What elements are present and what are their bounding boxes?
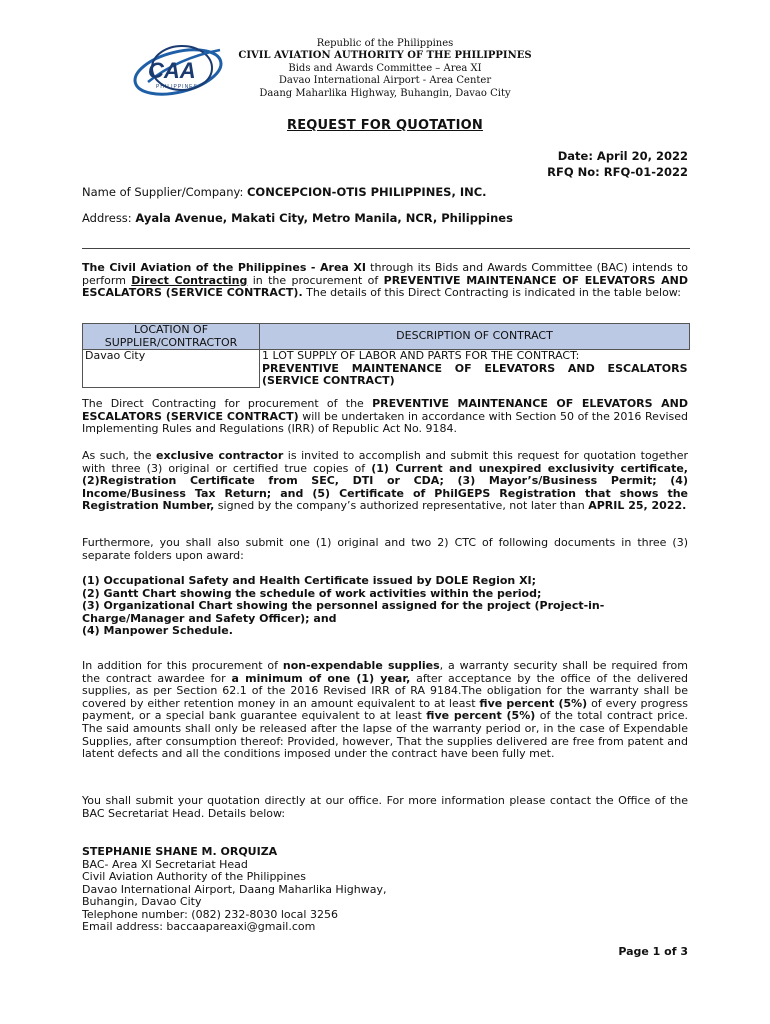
page-number: Page 1 of 3 [618,945,688,958]
list-item: (4) Manpower Schedule. [82,624,233,638]
list-item: (2) Gantt Chart showing the schedule of work activities within the period; [82,586,542,600]
logo-text: CAA [148,58,196,83]
para3-bold-2: (1) Current and unexpired exclusivity certificate, (2)Registration Certificate from SEC, DTI or CDA; (3) Mayor’s/Business Permit; (4) Income/Business Tax Return; and (5) Certificate of PhilGEPS Registration that shows the Registration Number, [82,461,688,513]
table-header-description: DESCRIPTION OF CONTRACT [260,324,690,350]
list-item: (3) Organizational Chart showing the personnel assigned for the project (Project-in-Charge/Manager and Safety Officer); and [82,599,605,625]
table-header-location: LOCATION OF SUPPLIER/CONTRACTOR [83,324,260,350]
letterhead-country: Republic of the Philippines [316,38,454,49]
submission-paragraph: You shall submit your quotation directly at our office. For more information please contact the Office of the BAC Secretariat Head. Details below: [82,794,688,820]
para5-text-4: of every progress payment, or a special bank guarantee equivalent to at least [82,696,689,723]
intro-paragraph [82,262,688,300]
table-header-row [83,324,690,350]
contact-position: BAC- Area XI Secretariat Head [82,857,248,871]
para2-bold-1: PREVENTIVE MAINTENANCE OF ELEVATORS AND ESCALATORS (SERVICE CONTRACT) [82,397,688,423]
supplier-name: CONCEPCION-OTIS PHILIPPINES, INC. [246,185,487,199]
para5-bold-4: five percent (5%) [426,709,536,723]
para5-text-3: after acceptance by the office of the delivered supplies, as per Section 62.1 of the 2016 Revised IRR of RA 9184.The obligation for the warranty shall be covered by either retention money in an amount equivalent to at least [82,671,688,710]
para3-bold-1: exclusive contractor [156,449,284,462]
letterhead-address: Daang Maharlika Highway, Buhangin, Davao City [259,87,511,99]
rfq-meta [547,148,688,180]
letterhead [0,38,770,100]
legal-basis-paragraph [82,398,688,436]
document-title: REQUEST FOR QUOTATION [286,118,483,133]
intro-text-3: The details of this Direct Contracting is indicated in the table below: [302,286,681,300]
logo-subtext: PHILIPPINES [156,84,198,90]
contact-org: Civil Aviation Authority of the Philippines [82,870,306,883]
supplier-name-line [82,186,688,199]
supplier-address: Ayala Avenue, Makati City, Metro Manila, NCR, Philippines [135,211,513,225]
supplier-address-line [82,212,688,225]
intro-org: The Civil Aviation of the Philippines - Area XI [82,261,366,274]
letterhead-office: Davao International Airport - Area Center [278,75,492,87]
divider [82,248,690,249]
rfq-date: Date: April 20, 2022 [557,149,688,163]
intro-mode: Direct Contracting [131,273,248,287]
contact-address-2: Buhangin, Davao City [82,895,202,908]
furthermore-paragraph: Furthermore, you shall also submit one (1) original and two 2) CTC of following documents in three (3) separate folders upon award: [82,536,688,562]
contact-email: Email address: baccaapareaxi@gmail.com [82,920,316,933]
para3-text-2: is invited to accomplish and submit this request for quotation together with three (3) original or certified true copies of [82,449,688,475]
para2-text-2: will be undertaken in accordance with Section 50 of the 2016 Revised Implementing Rules and Regulations (IRR) of Republic Act No. 9184. [82,409,688,436]
contact-name: STEPHANIE SHANE M. ORQUIZA [82,845,278,858]
requirements-list [82,575,688,638]
para5-text-5: of the total contract price. The said amounts shall only be released after the lapse of the warranty period or, in the case of Expendable Supplies, after consumption thereof: Provided, however, That the supplies delivered are free from patent and latent defects and all the conditions imposed under the contract have been fully met. [82,709,688,761]
para2-text-1: The Direct Contracting for procurement of the [82,397,373,410]
table-cell-location: Davao City [83,350,260,388]
supplier-label: Name of Supplier/Company: [82,185,247,199]
contract-table [82,323,690,388]
para5-bold-2: a minimum of one (1) year, [231,671,411,685]
contact-block [82,846,386,934]
para3-text-1: As such, the [82,449,157,462]
contact-address-1: Davao International Airport, Daang Maharlika Highway, [82,882,387,896]
table-row [83,350,690,388]
intro-text-1: through its Bids and Awards Committee (BAC) intends to perform [82,261,688,287]
description-project: PREVENTIVE MAINTENANCE OF ELEVATORS AND ESCALATORS (SERVICE CONTRACT) [262,361,688,388]
contact-phone: Telephone number: (082) 232-8030 local 3256 [82,907,338,921]
para5-bold-1: non-expendable supplies [282,659,440,672]
address-label: Address: [82,211,136,225]
list-item: (1) Occupational Safety and Health Certificate issued by DOLE Region XI; [82,574,537,587]
para5-text-1: In addition for this procurement of [82,659,283,672]
letterhead-committee: Bids and Awards Committee – Area XI [288,62,482,74]
para5-bold-3: five percent (5%) [479,696,588,710]
para3-deadline: APRIL 25, 2022. [588,499,687,513]
invitation-paragraph [82,450,688,513]
para5-text-2: , a warranty security shall be required from the contract awardee for [82,659,688,685]
warranty-paragraph [82,660,688,761]
description-line: 1 LOT SUPPLY OF LABOR AND PARTS FOR THE CONTRACT: [262,349,580,363]
table-cell-description [260,350,690,388]
intro-text-2: in the procurement of [247,273,384,287]
intro-project: PREVENTIVE MAINTENANCE OF ELEVATORS AND ESCALATORS (SERVICE CONTRACT). [82,273,689,300]
letterhead-agency: CIVIL AVIATION AUTHORITY OF THE PHILIPPINES [238,50,532,62]
para3-text-3: signed by the company’s authorized representative, not later than [214,499,589,513]
rfq-number: RFQ No: RFQ-01-2022 [547,165,688,179]
